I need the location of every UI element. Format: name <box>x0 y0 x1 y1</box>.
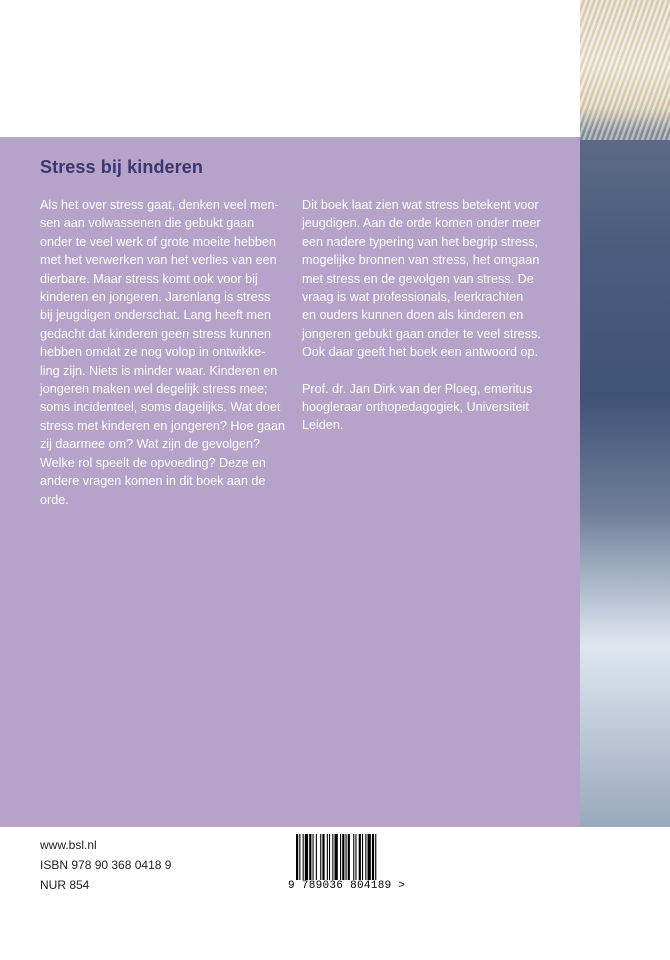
text-line: orde. <box>40 492 69 507</box>
text-line: mogelijke bronnen van stress, het omgaan <box>302 253 540 268</box>
cover-photo-hair <box>580 0 670 140</box>
text-line: hebben omdat ze nog volop in ontwikke- <box>40 345 266 360</box>
text-line: andere vragen komen in dit boek aan de <box>40 474 266 489</box>
text-line: met het verwerken van het verlies van een <box>40 253 277 268</box>
text-line: Welke rol speelt de opvoeding? Deze en <box>40 455 266 470</box>
text-line: Als het over stress gaat, denken veel men- <box>40 198 279 212</box>
barcode-bar <box>372 834 374 880</box>
top-white-band <box>0 0 580 137</box>
barcode-bar <box>362 834 363 880</box>
barcode-bar <box>359 834 361 880</box>
text-line: met stress en de gevolgen van stress. De <box>302 271 534 286</box>
text-line: vraag is wat professionals, leerkrachten <box>302 290 524 305</box>
text-line: dierbare. Maar stress komt ook voor bij <box>40 271 258 286</box>
barcode-bar <box>322 834 324 880</box>
author-line: hoogleraar orthopedagogiek, Universiteit <box>302 400 529 415</box>
text-line: jongeren gebukt gaan onder te veel stress. <box>302 326 541 341</box>
barcode-bar <box>368 834 371 880</box>
barcode-bar <box>353 834 354 880</box>
barcode-bar <box>303 834 304 880</box>
isbn-text: ISBN 978 90 368 0418 9 <box>40 858 172 872</box>
text-line: stress met kinderen en jongeren? Hoe gaan <box>40 418 286 433</box>
author-line: Leiden. <box>302 418 344 433</box>
text-line: kinderen en jongeren. Jarenlang is stress <box>40 290 271 305</box>
barcode-number: 9 789036 804189 > <box>288 880 406 892</box>
author-line: Prof. dr. Jan Dirk van der Ploeg, emeritus <box>302 381 533 396</box>
barcode-bar <box>329 834 330 880</box>
barcode-bar <box>332 834 333 880</box>
barcode-bar <box>296 834 298 880</box>
blurb-left-column <box>40 196 286 509</box>
text-line: een nadere typering van het begrip stress, <box>302 234 538 249</box>
barcode-bar <box>309 834 311 880</box>
text-line: jeugdigen. Aan de orde komen onder meer <box>302 216 541 231</box>
text-line: soms incidenteel, soms dagelijks. Wat doet <box>40 400 281 415</box>
publisher-website: www.bsl.nl <box>40 838 97 852</box>
text-line: sen aan volwassenen die gebukt gaan <box>40 216 255 231</box>
text-line: zij daarmee om? Wat zijn de gevolgen? <box>40 437 261 452</box>
barcode-bar <box>327 834 328 880</box>
barcode-bar <box>348 834 350 880</box>
page-title: Stress bij kinderen <box>40 157 203 177</box>
text-line: onder te veel werk of grote moeite hebben <box>40 234 276 249</box>
barcode-bar <box>335 834 338 880</box>
barcode-bar <box>299 834 300 880</box>
text-line: Dit boek laat zien wat stress betekent voor <box>302 198 539 212</box>
barcode-bar <box>355 834 356 880</box>
barcode-bar <box>313 834 314 880</box>
blurb-right-column <box>302 196 564 435</box>
barcode-bar <box>365 834 366 880</box>
text-line: bij jeugdigen onderschat. Lang heeft men <box>40 308 272 323</box>
paragraph-gap <box>302 362 564 380</box>
barcode-bar <box>346 834 347 880</box>
text-line: Ook daar geeft het boek een antwoord op. <box>302 345 538 360</box>
text-line: ling zijn. Niets is minder waar. Kinderen en <box>40 363 278 378</box>
text-line: gedacht dat kinderen geen stress kunnen <box>40 326 272 341</box>
text-line: jongeren maken wel degelijk stress mee; <box>40 382 268 397</box>
barcode-bar <box>320 834 321 880</box>
text-line: en ouders kunnen doen als kinderen en <box>302 308 524 323</box>
barcode-bar <box>316 834 317 880</box>
barcode-bar <box>305 834 308 880</box>
barcode-bar <box>340 834 341 880</box>
barcode-graphic <box>296 834 408 880</box>
barcode-bar <box>375 834 376 880</box>
nur-text: NUR 854 <box>40 878 90 892</box>
barcode-bar <box>342 834 344 880</box>
